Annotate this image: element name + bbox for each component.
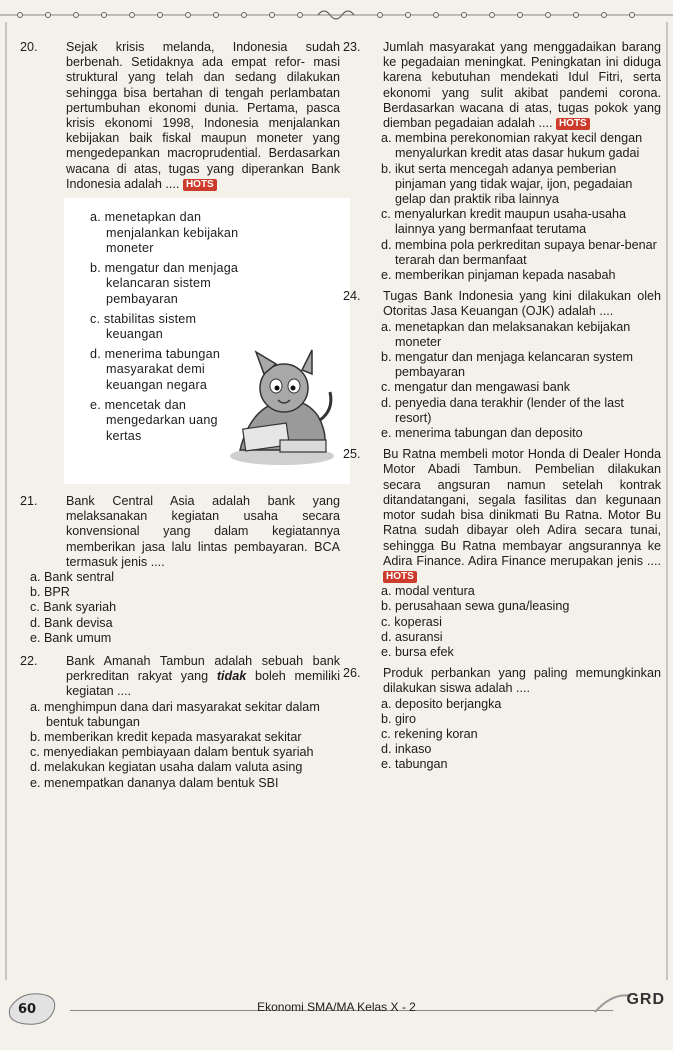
hots-badge: HOTS: [183, 179, 217, 191]
option-b[interactable]: b. BPR: [30, 585, 70, 600]
option-b[interactable]: b. perusahaan sewa guna/leasing: [381, 599, 570, 614]
hots-badge: HOTS: [383, 571, 417, 583]
option-c[interactable]: c. mengatur dan mengawasi bank: [381, 380, 571, 395]
question-23: [343, 40, 661, 283]
option-c[interactable]: c. menyalurkan kredit maupun usaha-usaha lainnya yang bermanfaat terutama: [381, 207, 627, 237]
option-a[interactable]: a. modal ventura: [381, 584, 475, 599]
option-c[interactable]: c. koperasi: [381, 614, 442, 629]
cartoon-cat-illustration: [220, 330, 340, 470]
option-a[interactable]: a. menghimpun dana dari masyarakat sekitar dalam bentuk tabungan: [30, 699, 320, 729]
question-24: [343, 289, 661, 441]
question-number: 21.: [20, 494, 38, 509]
option-e[interactable]: e. Bank umum: [30, 630, 112, 645]
option-d[interactable]: d. inkaso: [381, 742, 432, 757]
option-b[interactable]: b. memberikan kredit kepada masyarakat sekitar: [30, 730, 302, 745]
left-decorative-border: [2, 22, 10, 980]
question-text: Bank Amanah Tambun adalah sebuah bank perkreditan rakyat yang tidak boleh memiliki kegiatan ....: [66, 654, 340, 699]
options-box: [64, 198, 350, 484]
question-26: [343, 666, 661, 772]
option-a[interactable]: a. membina perekonomian rakyat kecil dengan menyalurkan kredit atas dasar hukum gadai: [381, 131, 643, 161]
left-column: [20, 40, 340, 793]
option-c[interactable]: c. Bank syariah: [30, 600, 117, 615]
option-d[interactable]: d. membina pola perkreditan supaya benar-benar terarah dan bermanfaat: [381, 237, 657, 267]
option-c[interactable]: c. menyediakan pembiayaan dalam bentuk syariah: [30, 745, 314, 760]
option-a[interactable]: a. deposito berjangka: [381, 696, 502, 711]
question-number: 26.: [343, 666, 361, 681]
option-e[interactable]: e. menerima tabungan dan deposito: [381, 426, 583, 441]
question-25: [343, 447, 661, 660]
option-a[interactable]: a. menetapkan dan melaksanakan kebijakan moneter: [381, 319, 631, 349]
hots-badge: HOTS: [556, 118, 590, 130]
option-e[interactable]: e. tabungan: [381, 757, 448, 772]
question-number: 24.: [343, 289, 361, 304]
book-title: Ekonomi SMA/MA Kelas X - 2: [257, 1000, 416, 1014]
question-text: Sejak krisis melanda, Indonesia sudah berbenah. Setidaknya ada empat refor- masi struktural yang telah dan sedang dilakukan sehingga bisa bertahan di tengah perlambatan pertumbuhan ekonomi dunia. Pertama, pasca krisis ekonomi 1998, Indonesia menjalankan kebijakan baik fiskal maupun moneter yang mengedepankan macroprudential. Berdasarkan wacana di atas, tugas yang diperankan Bank Indonesia adalah .... HOTS: [66, 40, 340, 191]
option-e[interactable]: e. memberikan pinjaman kepada nasabah: [381, 268, 616, 283]
question-22: [20, 654, 340, 791]
publisher-logo: GRD: [626, 991, 665, 1008]
option-d[interactable]: d. menerima tabungan masyarakat demi keuangan negara: [90, 346, 221, 392]
option-d[interactable]: d. asuransi: [381, 629, 443, 644]
option-d[interactable]: d. melakukan kegiatan usaha dalam valuta asing: [30, 760, 303, 775]
option-b[interactable]: b. giro: [381, 711, 417, 726]
question-number: 25.: [343, 447, 361, 462]
question-20: [20, 40, 340, 484]
option-e[interactable]: e. menempatkan dananya dalam bentuk SBI: [30, 775, 279, 790]
option-a[interactable]: a. menetapkan dan menjalankan kebijakan moneter: [90, 210, 239, 256]
option-e[interactable]: e. mencetak dan mengedarkan uang kertas: [90, 397, 218, 443]
question-text: Jumlah masyarakat yang menggadaikan barang ke pegadaian meningkat. Peningkatan ini diduga karena kebutuhan mendekati Idul Fitri, serta ekonomi yang sulit akibat pandemi corona. Berdasarkan wacana di atas, tugas pokok yang diemban pegadaian adalah .... HOTS: [383, 40, 661, 131]
option-d[interactable]: d. Bank devisa: [30, 615, 113, 630]
option-b[interactable]: b. ikut serta mencegah adanya pemberian pinjaman yang tidak wajar, ijon, pegadaian gelap dan praktik riba lainnya: [381, 161, 633, 207]
page-footer: [0, 980, 673, 1050]
question-text: Bank Central Asia adalah bank yang melaksanakan kegiatan usaha secara konvensional yang dalam kegiatannya memberikan jasa lalu lintas pembayaran. BCA termasuk jenis ....: [66, 494, 340, 569]
option-e[interactable]: e. bursa efek: [381, 644, 454, 659]
question-text: Produk perbankan yang paling memungkinkan dilakukan siswa adalah ....: [383, 666, 661, 696]
option-b[interactable]: b. mengatur dan menjaga kelancaran sistem pembayaran: [90, 260, 239, 306]
question-number: 23.: [343, 40, 361, 54]
right-decorative-border: [663, 22, 671, 980]
option-d[interactable]: d. penyedia dana terakhir (lender of the last resort): [381, 395, 624, 425]
question-number: 22.: [20, 654, 38, 669]
option-c[interactable]: c. rekening koran: [381, 726, 478, 741]
question-text: Bu Ratna membeli motor Honda di Dealer Honda Motor Abadi Tambun. Pembelian dilakukan secara angsuran namun setelah kontrak ditandatangani, segala fasilitas dan kegunaan motor sudah bisa dinikmati Bu Ratna. Motor Bu Ratna sudah dibayar oleh Adira secara tunai, sehingga Bu Ratna membayar angsurannya ke Adira Finance. Adira Finance merupakan jenis .... HOTS: [383, 447, 661, 582]
question-text: Tugas Bank Indonesia yang kini dilakukan oleh Otoritas Jasa Keuangan (OJK) adalah ....: [383, 289, 661, 319]
page-number: 60: [18, 1002, 37, 1017]
question-number: 20.: [20, 40, 38, 54]
option-a[interactable]: a. Bank sentral: [30, 570, 115, 585]
option-b[interactable]: b. mengatur dan menjaga kelancaran system pembayaran: [381, 350, 634, 380]
top-decorative-border: [0, 6, 673, 24]
option-c[interactable]: c. stabilitas sistem keuangan: [90, 311, 197, 342]
question-21: [20, 494, 340, 646]
right-column: [343, 40, 661, 775]
